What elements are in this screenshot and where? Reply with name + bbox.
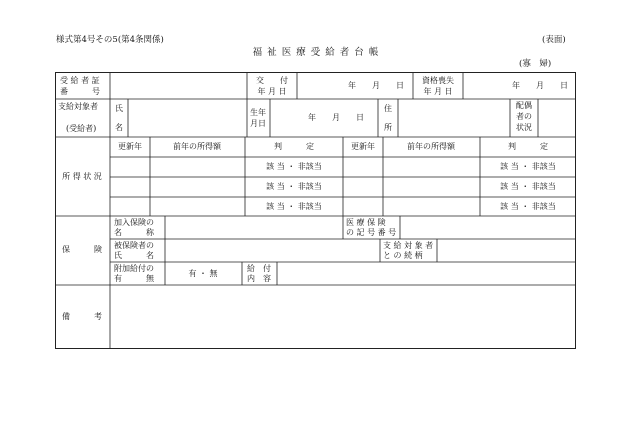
col-prev-income-2: 前年の所得額 [407, 142, 455, 151]
issue-date-label-2: 年 月 日 [257, 87, 287, 96]
subject-label-2: (受給者) [66, 124, 97, 133]
side-indicator: (表面) [542, 35, 566, 45]
judgment-option[interactable]: 該 当 ・ 非該当 [500, 202, 556, 211]
insurance-code-label-2: の 記 号 番 号 [346, 228, 397, 237]
cert-number-label-2: 番 号 [60, 87, 100, 96]
spouse-status-label-2: 者の [516, 112, 532, 121]
birth-date-value[interactable]: 年 月 日 [308, 113, 364, 122]
judgment-option[interactable]: 該 当 ・ 非該当 [266, 162, 322, 171]
addon-benefit-value[interactable]: 有 ・ 無 [188, 269, 218, 278]
col-prev-income: 前年の所得額 [173, 142, 221, 151]
col-update-year: 更新年 [118, 142, 142, 151]
col-judgment: 判 定 [274, 142, 314, 151]
relation-label-2: と の 続 柄 [383, 251, 423, 260]
cert-number-label: 受 給 者 証 [60, 76, 100, 85]
loss-date-label-2: 年 月 日 [423, 87, 453, 96]
loss-date-value[interactable]: 年 月 日 [512, 81, 568, 90]
remarks-label: 備 考 [62, 312, 102, 321]
form-number: 様式第4号その5(第4条関係) [56, 35, 164, 45]
loss-date-label: 資格喪失 [422, 76, 454, 85]
judgment-option[interactable]: 該 当 ・ 非該当 [266, 182, 322, 191]
issue-date-value[interactable]: 年 月 日 [348, 81, 404, 90]
subject-label: 支給対象者 [58, 102, 98, 111]
benefit-content-label-2: 内 容 [247, 274, 271, 283]
ledger-title: 福 祉 医 療 受 給 者 台 帳 [252, 47, 380, 58]
addon-benefit-label-2: 有 無 [114, 274, 154, 283]
insured-name-label-2: 氏 名 [114, 251, 154, 260]
addon-benefit-label: 附加給付の [114, 264, 154, 273]
name-label-2: 名 [115, 123, 123, 132]
issue-date-label: 交 付 [256, 76, 288, 85]
income-section-label: 所 得 状 況 [62, 172, 102, 181]
spouse-status-label-3: 状況 [516, 123, 532, 132]
judgment-option[interactable]: 該 当 ・ 非該当 [500, 162, 556, 171]
birth-label: 生年 [250, 108, 266, 117]
birth-label-2: 月日 [250, 119, 266, 128]
household-type: (寡 婦) [519, 59, 552, 69]
relation-label: 支 給 対 象 者 [383, 241, 434, 250]
insurance-section-label: 保 険 [62, 245, 102, 254]
judgment-option[interactable]: 該 当 ・ 非該当 [266, 202, 322, 211]
judgment-option[interactable]: 該 当 ・ 非該当 [500, 182, 556, 191]
insurance-code-label: 医 療 保 険 [346, 218, 386, 227]
address-label-2: 所 [384, 123, 392, 132]
spouse-status-label: 配偶 [516, 101, 532, 110]
col-judgment-2: 判 定 [508, 142, 548, 151]
insured-name-label: 被保険者の [114, 241, 154, 250]
address-label: 住 [384, 104, 392, 113]
insurance-name-label-2: 名 称 [114, 228, 154, 237]
name-label: 氏 [115, 104, 123, 113]
insurance-name-label: 加入保険の [114, 218, 154, 227]
col-update-year-2: 更新年 [351, 142, 375, 151]
benefit-content-label: 給 付 [247, 264, 271, 273]
